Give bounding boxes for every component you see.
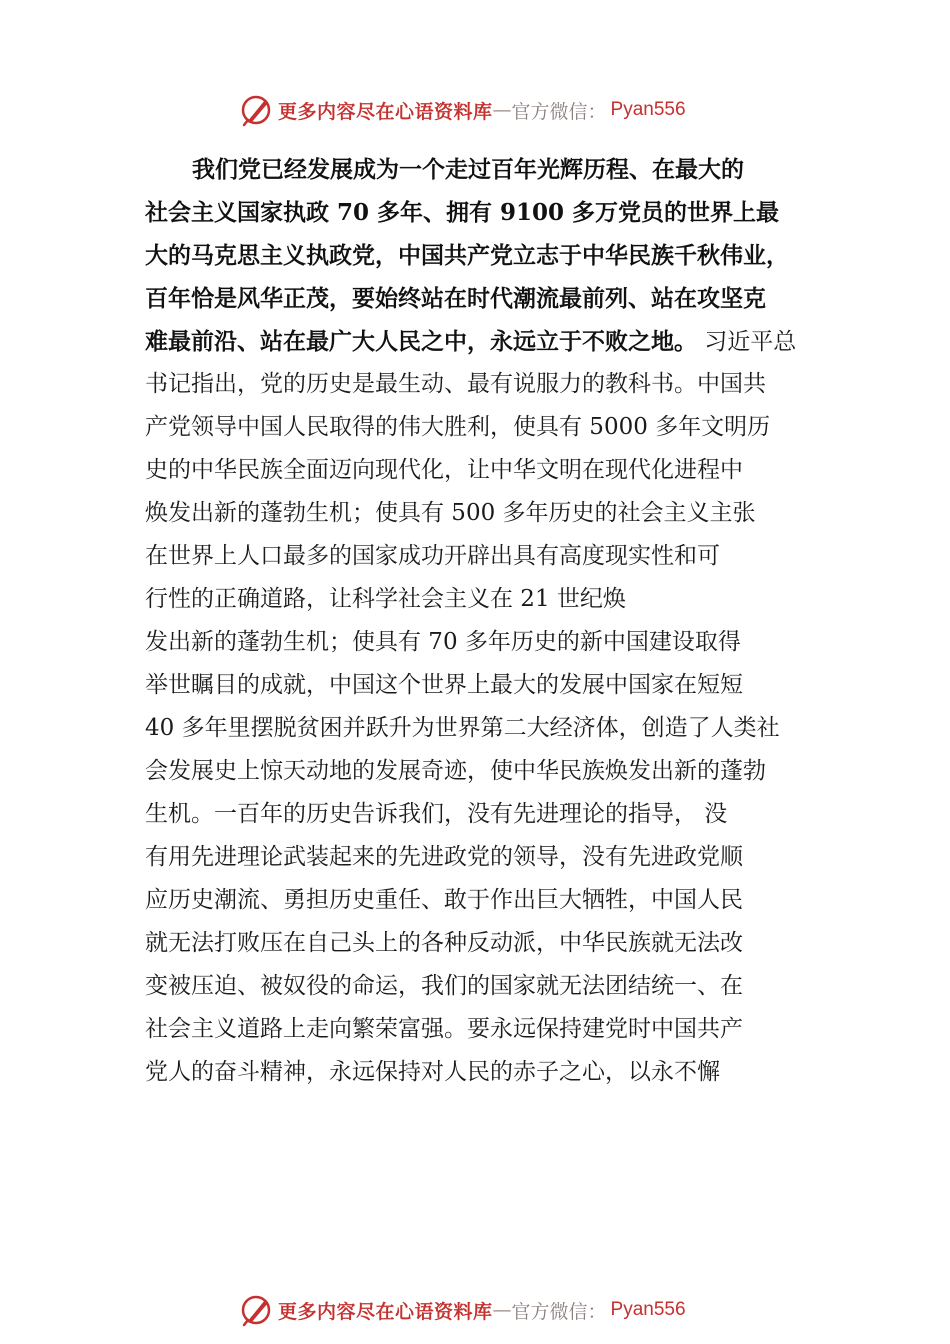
- text-line: [145, 277, 815, 320]
- text-line: [145, 406, 815, 449]
- text-line: [145, 1008, 815, 1051]
- text-line: [145, 320, 815, 363]
- text-run: 举世瞩目的成就，中国这个世界上最大的发展中国家在短短: [145, 672, 743, 698]
- text-line: [145, 191, 815, 234]
- text-run: 产党领导中国人民取得的伟大胜利，使具有 5000 多年文明历: [145, 414, 771, 440]
- text-line: [145, 922, 815, 965]
- text-run: 40 多年里摆脱贫困并跃升为世界第二大经济体，创造了人类社: [145, 715, 780, 741]
- text-line: [145, 449, 815, 492]
- text-run: 应历史潮流、勇担历史重任、敢于作出巨大牺牲，中国人民: [145, 887, 743, 913]
- banner-dash: —: [492, 99, 512, 121]
- bold-text-run: 社会主义国家执政 70 多年、拥有 9100 多万党员的世界上最: [145, 199, 780, 226]
- header-banner: [238, 92, 686, 128]
- text-line: [145, 664, 815, 707]
- text-run: 史的中华民族全面迈向现代化，让中华文明在现代化进程中: [145, 457, 743, 483]
- text-line: [145, 1051, 815, 1094]
- text-line: [145, 234, 815, 277]
- bold-text-run: 难最前沿、站在最广大人民之中，永远立于不败之地。: [145, 328, 697, 355]
- banner-site-name: 更多内容尽在心语资料库: [278, 1300, 493, 1323]
- banner-wechat-label: 官方微信：: [511, 100, 607, 123]
- text-run: 会发展史上惊天动地的发展奇迹，使中华民族焕发出新的蓬勃: [145, 758, 766, 784]
- text-run: 在世界上人口最多的国家成功开辟出具有高度现实性和可: [145, 543, 720, 569]
- text-run: 社会主义道路上走向繁荣富强。要永远保持建党时中国共产: [145, 1016, 743, 1042]
- quill-logo-icon: [238, 1292, 274, 1328]
- text-run: 党人的奋斗精神，永远保持对人民的赤子之心，以永不懈: [145, 1059, 720, 1085]
- banner-site-name: 更多内容尽在心语资料库: [278, 100, 493, 123]
- banner-wechat-label: 官方微信：: [511, 1300, 607, 1323]
- text-run: 焕发出新的蓬勃生机；使具有 500 多年历史的社会主义主张: [145, 500, 756, 526]
- text-line: [145, 492, 815, 535]
- text-run: 有用先进理论武装起来的先进政党的领导，没有先进政党顺: [145, 844, 743, 870]
- text-line: [145, 965, 815, 1008]
- bold-text-run: 大的马克思主义执政党，中国共产党立志于中华民族千秋伟业，: [145, 242, 789, 269]
- banner-wechat-id: Pyan556: [610, 1299, 686, 1320]
- banner-wechat-id: Pyan556: [610, 99, 686, 120]
- text-line: [145, 578, 815, 621]
- text-line: [145, 707, 815, 750]
- text-line: [145, 793, 815, 836]
- text-line: [145, 363, 815, 406]
- document-body: [145, 148, 815, 1094]
- bold-text-run: 百年恰是风华正茂，要始终站在时代潮流最前列、站在攻坚克: [145, 285, 766, 312]
- text-run: 生机。一百年的历史告诉我们，没有先进理论的指导， 没: [145, 801, 728, 827]
- text-line: [145, 879, 815, 922]
- footer-banner: [238, 1292, 686, 1328]
- text-line: [145, 750, 815, 793]
- text-run: 发出新的蓬勃生机；使具有 70 多年历史的新中国建设取得: [145, 629, 741, 655]
- text-line: [145, 621, 815, 664]
- text-run: 就无法打败压在自己头上的各种反动派，中华民族就无法改: [145, 930, 743, 956]
- text-run: 书记指出，党的历史是最生动、最有说服力的教科书。中国共: [145, 371, 766, 397]
- banner-dash: —: [492, 1299, 512, 1321]
- quill-logo-icon: [238, 92, 274, 128]
- text-line: [145, 535, 815, 578]
- text-line: [145, 836, 815, 879]
- text-run: 行性的正确道路，让科学社会主义在 21 世纪焕: [145, 586, 626, 612]
- bold-text-run: 我们党已经发展成为一个走过百年光辉历程、在最大的: [192, 156, 744, 183]
- text-run: 变被压迫、被奴役的命运，我们的国家就无法团结统一、在: [145, 973, 743, 999]
- text-line: [145, 148, 815, 191]
- text-run: 习近平总: [697, 329, 797, 355]
